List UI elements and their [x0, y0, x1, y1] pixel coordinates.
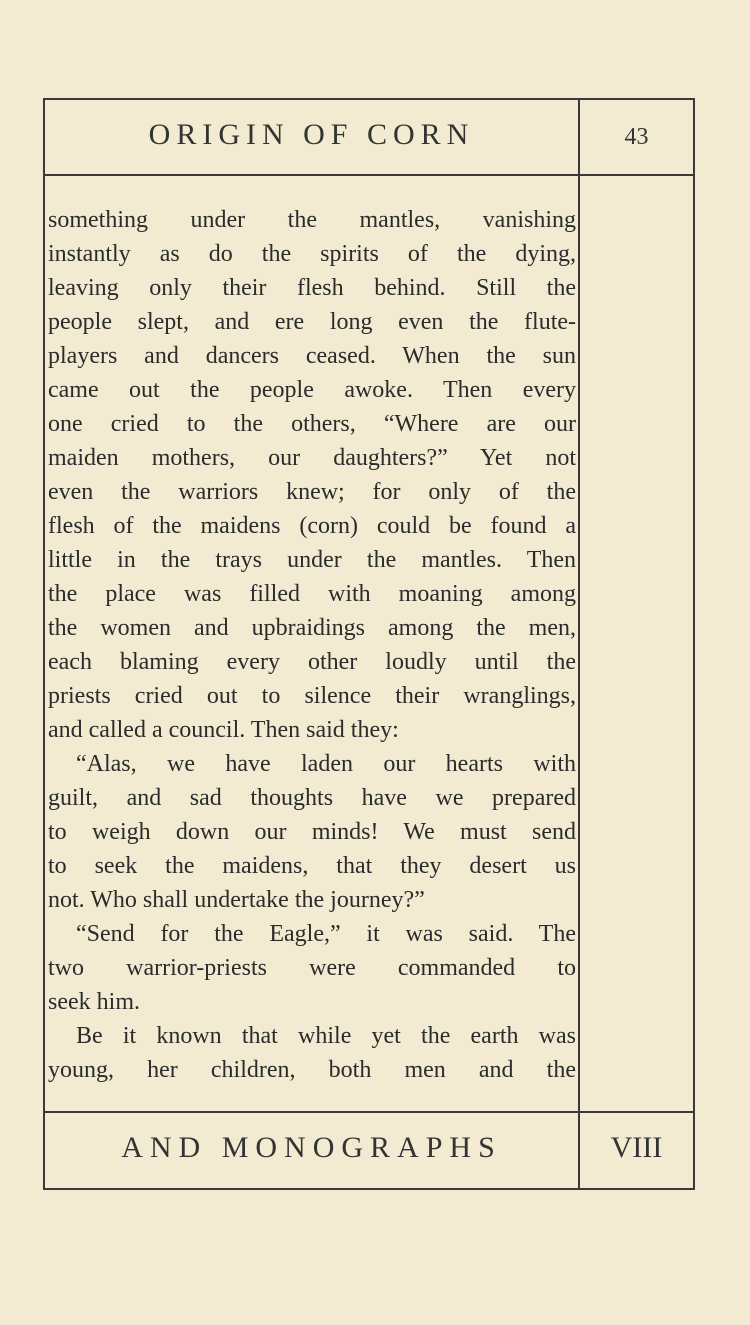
text-line: and called a council. Then said they: [48, 717, 399, 743]
text-line: one cried to the others, “Where are our [48, 411, 576, 437]
column-divider [578, 100, 580, 1188]
text-line: seek him. [48, 989, 140, 1015]
text-line: Be it known that while yet the earth was [76, 1023, 576, 1049]
page-number: 43 [624, 124, 649, 150]
text-line: guilt, and sad thoughts have we prepared [48, 785, 576, 811]
text-line: each blaming every other loudly until the [48, 649, 576, 675]
text-line: leaving only their flesh behind. Still the [48, 275, 576, 301]
text-line: to seek the maidens, that they desert us [48, 853, 576, 879]
text-line: to weigh down our minds! We must send [48, 819, 576, 845]
text-line: the place was filled with moaning among [48, 581, 576, 607]
text-line: young, her children, both men and the [48, 1057, 576, 1083]
running-foot-title: AND MONOGRAPHS [121, 1131, 502, 1164]
text-line: people slept, and ere long even the flute- [48, 309, 576, 335]
text-line: came out the people awoke. Then every [48, 377, 576, 403]
text-line: little in the trays under the mantles. Then [48, 547, 576, 573]
text-line: the women and upbraidings among the men, [48, 615, 576, 641]
text-line: maiden mothers, our daughters?” Yet not [48, 445, 576, 471]
running-head-title: ORIGIN OF CORN [148, 118, 475, 151]
text-line: players and dancers ceased. When the sun [48, 343, 576, 369]
text-line: priests cried out to silence their wranglings, [48, 683, 576, 709]
text-line: something under the mantles, vanishing [48, 207, 576, 233]
text-line: “Alas, we have laden our hearts with [76, 751, 576, 777]
text-line: instantly as do the spirits of the dying, [48, 241, 576, 267]
text-line: even the warriors knew; for only of the [48, 479, 576, 505]
text-line: flesh of the maidens (corn) could be found a [48, 513, 576, 539]
text-line: “Send for the Eagle,” it was said. The [76, 921, 576, 947]
text-line: two warrior-priests were commanded to [48, 955, 576, 981]
body-text [48, 203, 576, 1087]
footer-rule [45, 1111, 693, 1113]
text-line: not. Who shall undertake the journey?” [48, 887, 425, 913]
header-rule [45, 174, 693, 176]
volume-number: VIII [610, 1131, 663, 1164]
